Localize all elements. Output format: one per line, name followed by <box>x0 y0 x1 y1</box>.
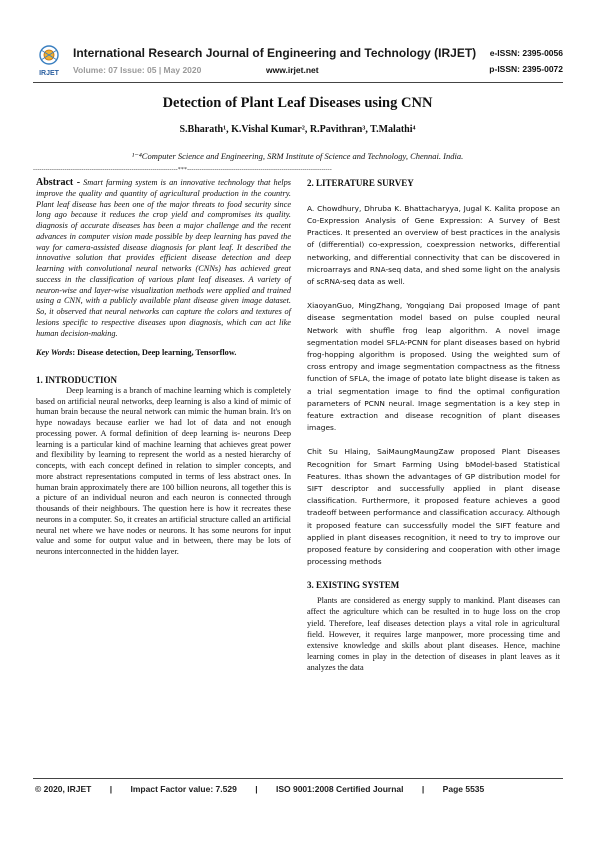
abstract <box>36 178 291 339</box>
lit-survey-heading: 2. LITERATURE SURVEY <box>307 178 414 188</box>
iso-certification: ISO 9001:2008 Certified Journal <box>275 784 404 794</box>
page-number: Page 5535 <box>442 784 485 794</box>
page-footer: © 2020, IRJET | Impact Factor value: 7.529 | ISO 9001:2008 Certified Journal | Page 5535 <box>35 784 485 794</box>
intro-text: Deep learning is a branch of machine learning which is completely based on artificial neural networks, deep learning is also a kind of mimic of human brain because the neural network can mimic the human brain. It's on hype nowadays because earlier we had lot of data and not enough processing power. A formal definition of deep learning is- neurons Deep learning is a particular kind of machine learning that achieves great power and flexibility by learning to represent the world as a nested hierarchy of concepts, with each concept defined in relation to simpler concepts, and more abstract representations computed in terms of less abstract ones. In human brain approximately there are 100 billion neurons, all together this is a picture of an individual neuron and each neuron is connected through thousands of their neighbours. The question here is how it recreates these neurons in a computer. So, it creates an artificial structure called an artificial neural net where we have nodes or neurons. It has some neurons for input value and some for output value and in between, there may be lots of neurons interconnected in the hidden layer. <box>36 385 291 556</box>
section-separator: ---------------------------------------------------------------------***--------------------------------------------------------------------- <box>33 167 332 173</box>
copyright: © 2020, IRJET <box>35 784 92 794</box>
left-column <box>36 178 291 558</box>
paper-title: Detection of Plant Leaf Diseases using CNN <box>162 95 433 111</box>
lit-survey-paragraph-2: XiaoyanGuo, MingZhang, Yongqiang Dai proposed Image of pant disease segmentation model based on pulse coupled neural Network with shuffle frog leap algorithm. A novel image segmentation model SFLA-PCNN for plant diseases based on hybrid frog-hopping algorithm is proposed. Using the weighted sum of cross entropy and image segmentation compactness as the fitness function of SFLA, the image of potato late blight disease is taken as a trial segmentation image to find the optimal configuration parameters of PCNN neural. Image segmentation is a key step in feature extraction and disease recognition of plant diseases images. <box>307 301 560 433</box>
affiliation: ¹⁻⁴Computer Science and Engineering, SRM Institute of Science and Technology, Chennai. India. <box>131 151 464 161</box>
existing-system-text: Plants are considered as energy supply to mankind. Plant diseases can affect the agriculture which can be resulted in to huge loss on the crop yield. Therefore, leaf diseases detection plays a vital role in agricultural field. However, it requires large manpower, more processing time and extensive knowledge and skills about plant diseases. Hence, machine learning comes in play in the detection of diseases in plant leaves as it analyzes the data <box>307 596 560 673</box>
p-issn: p-ISSN: 2395-0072 <box>489 64 563 74</box>
journal-website[interactable]: www.irjet.net <box>266 65 319 75</box>
e-issn: e-ISSN: 2395-0056 <box>489 48 563 58</box>
keywords <box>36 348 291 359</box>
header-rule <box>33 82 563 83</box>
keywords-label: Key Words <box>36 348 73 358</box>
keywords-text: : Disease detection, Deep learning, Tensorflow. <box>72 348 237 358</box>
journal-header <box>33 44 563 80</box>
journal-title: International Research Journal of Engineering and Technology (IRJET) <box>73 46 477 60</box>
abstract-label: Abstract - <box>36 177 81 188</box>
impact-factor-label: Impact Factor value: <box>130 784 214 794</box>
impact-factor-value: 7.529 <box>215 784 237 794</box>
irjet-logo <box>33 44 65 78</box>
authors: S.Bharath¹, K.Vishal Kumar², R.Pavithran³, T.Malathi⁴ <box>179 124 416 135</box>
intro-heading: 1. INTRODUCTION <box>36 375 118 385</box>
svg-text:IRJET: IRJET <box>39 70 59 77</box>
lit-survey-paragraph-3: Chit Su Hlaing, SaiMaungMaungZaw proposed Plant Diseases Recognition for Smart Farming Using bModel-based Statistical Features. Ithas shown the advantages of GP distribution model for SIFT descriptor and successfully applied in plant disease classification. Furthermore, it proposed feature achieves a good tradeoff between performance and classification accuracy. Although it proposed feature can successfully model the SIFT feature and applied in plant diseases recognition, it need to try to improve our proposed feature by considering and cooperation with other image processing methods <box>307 447 560 567</box>
lit-survey-paragraph-1: A. Chowdhury, Dhruba K. Bhattacharyya, Jugal K. Kalita propose an Co-Expression Analysis of Gene Expression: A Survey of Best Practices. It presented an overview of best practices in the analysis of (differential) co-expression, coexpression networks, differential networking, and differential connectivity that can be discovered in microarrays and RNA-seq data, and shed some light on the analysis of scRNA-seq data as well. <box>307 203 560 286</box>
existing-system-heading: 3. EXISTING SYSTEM <box>307 580 400 591</box>
right-column <box>307 178 560 674</box>
footer-rule <box>33 778 563 779</box>
abstract-text: Smart farming system is an innovative technology that helps improve the quality and quantity of agricultural production in the country. Plant leaf disease has been one of the major threats to food security since long ago because it reduces the crop yield and compromises its quality. diagnosis of accurate diseases has been a major challenge and the recent advances in computer vision made possible by deep learning has paved the way for camera-assisted disease diagnosis for plant leaf. It described the innovative solution that provides efficient disease detection and deep learning with convolutional neural networks (CNNs) has achieved great success in the classification of various plant leaf diseases. A variety of neuron-wise and layer-wise visualization methods were applied and trained using a CNN, with a publicly available plant disease given image dataset. So, it observed that neural networks can capture the colors and textures of lesions specific to respective diseases upon diagnosis, which can act like human decision-making. <box>36 178 291 338</box>
volume-issue: Volume: 07 Issue: 05 | May 2020 <box>73 65 202 75</box>
